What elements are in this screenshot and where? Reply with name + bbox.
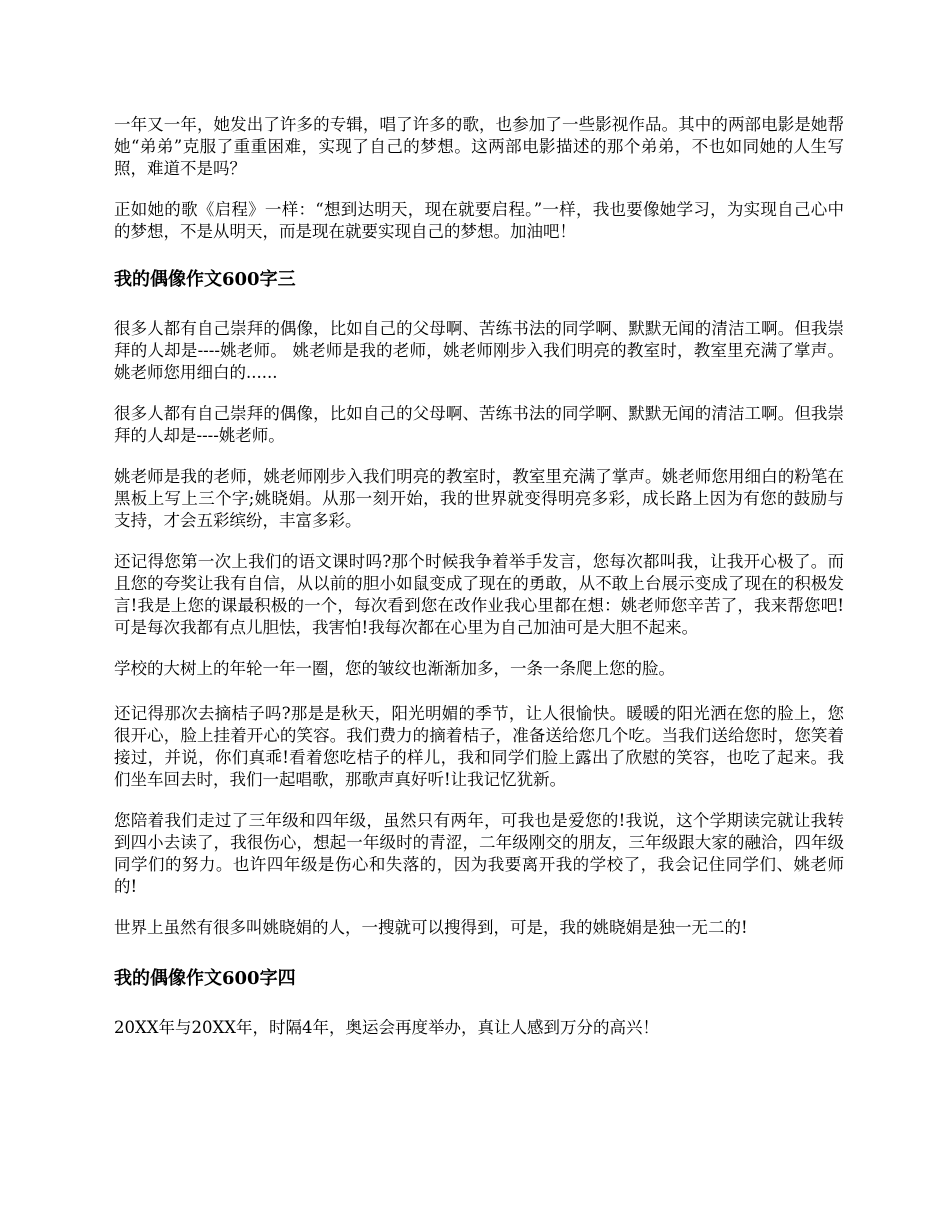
paragraph: 还记得您第一次上我们的语文课时吗?那个时候我争着举手发言，您每次都叫我，让我开心极了。而且您的夸奖让我有自信，从以前的胆小如鼠变成了现在的勇敢，从不敢上台展示变成了现在的积极发言!我是上您的课最积极的一个，每次看到您在改作业我心里都在想：姚老师您辛苦了，我来帮您吧!可是每次我都有点儿胆怯，我害怕!我每次都在心里为自己加油可是大胆不起来。 bbox=[114, 552, 844, 637]
paragraph: 学校的大树上的年轮一年一圈，您的皱纹也渐渐加多，一条一条爬上您的脸。 bbox=[114, 659, 675, 678]
section-heading: 我的偶像作文600字三 bbox=[114, 269, 296, 290]
paragraph: 20XX年与20XX年，时隔4年，奥运会再度举办，真让人感到万分的高兴！ bbox=[114, 1018, 659, 1037]
paragraph: 很多人都有自己崇拜的偶像，比如自己的父母啊、苦练书法的同学啊、默默无闻的清洁工啊。但我崇拜的人却是----姚老师。 bbox=[114, 404, 844, 445]
paragraph: 世界上虽然有很多叫姚晓娟的人，一搜就可以搜得到，可是，我的姚晓娟是独一无二的! bbox=[114, 918, 748, 937]
paragraph: 姚老师是我的老师，姚老师刚步入我们明亮的教室时，教室里充满了掌声。姚老师您用细白的粉笔在黑板上写上三个字;姚晓娟。从那一刻开始，我的世界就变得明亮多彩，成长路上因为有您的鼓励与支持，才会五彩缤纷，丰富多彩。 bbox=[114, 467, 844, 530]
paragraph: 一年又一年，她发出了许多的专辑，唱了许多的歌，也参加了一些影视作品。其中的两部电影是她帮她“弟弟”克服了重重困难，实现了自己的梦想。这两部电影描述的那个弟弟，不也如同她的人生写照，难道不是吗？ bbox=[114, 115, 844, 178]
paragraph: 您陪着我们走过了三年级和四年级，虽然只有两年，可我也是爱您的!我说，这个学期读完就让我转到四小去读了，我很伤心，想起一年级时的青涩，二年级刚交的朋友，三年级跟大家的融洽，四年级同学们的努力。也许四年级是伤心和失落的，因为我要离开我的学校了，我会记住同学们、姚老师的! bbox=[114, 811, 844, 896]
paragraph: 还记得那次去摘桔子吗?那是是秋天，阳光明媚的季节，让人很愉快。暖暖的阳光洒在您的脸上，您很开心，脸上挂着开心的笑容。我们费力的摘着桔子，准备送给您几个吃。当我们送给您时，您笑着接过，并说，你们真乖!看着您吃桔子的样儿，我和同学们脸上露出了欣慰的笑容，也吃了起来。我们坐车回去时，我们一起唱歌，那歌声真好听!让我记忆犹新。 bbox=[114, 704, 844, 789]
section-heading: 我的偶像作文600字四 bbox=[114, 968, 296, 989]
paragraph: 正如她的歌《启程》一样：“想到达明天，现在就要启程。”一样，我也要像她学习，为实现自己心中的梦想，不是从明天，而是现在就要实现自己的梦想。加油吧！ bbox=[114, 200, 844, 241]
document-page bbox=[114, 114, 844, 1058]
paragraph: 很多人都有自己崇拜的偶像，比如自己的父母啊、苦练书法的同学啊、默默无闻的清洁工啊。但我崇拜的人却是----姚老师。 姚老师是我的老师，姚老师刚步入我们明亮的教室时，教室里充满了掌声。姚老师您用细白的...... bbox=[114, 319, 844, 382]
